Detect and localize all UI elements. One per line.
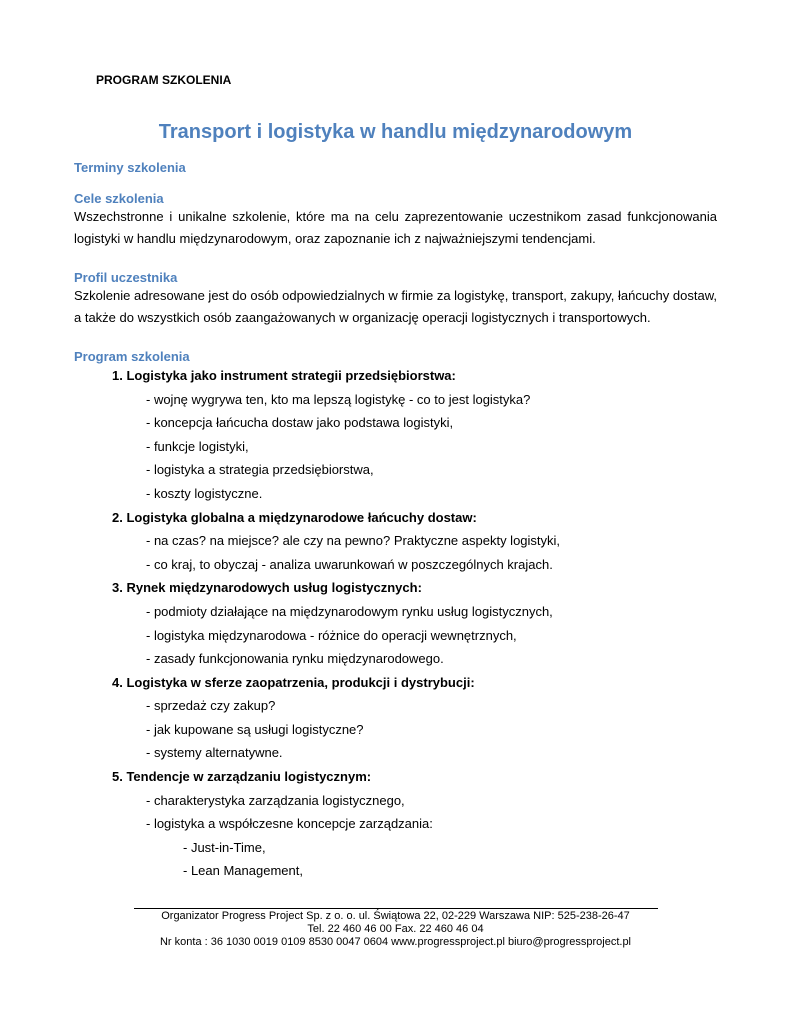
list-item: - na czas? na miejsce? ale czy na pewno? Praktyczne aspekty logistyki, [146, 533, 561, 548]
sub-list-item: - Just-in-Time, [183, 840, 266, 855]
profil-paragraph: Szkolenie adresowane jest do osób odpowiedzialnych w firmie za logistykę, transport, zakupy, łańcuchy dostaw, a także do wszystkich osób zaangażowanych w organizację operacji logistycznych i transportowych. [74, 288, 717, 325]
list-item: - sprzedaż czy zakup? [146, 698, 276, 713]
list-item: - systemy alternatywne. [146, 745, 283, 760]
module-title: 5. Tendencje w zarządzaniu logistycznym: [112, 769, 372, 784]
list-item: - co kraj, to obyczaj - analiza uwarunkowań w poszczególnych krajach. [146, 557, 553, 572]
page-title: Transport i logistyka w handlu międzynarodowym [158, 121, 633, 143]
list-item: - podmioty działające na międzynarodowym rynku usług logistycznych, [146, 604, 553, 619]
sub-list-item: - Lean Management, [183, 863, 303, 878]
list-item: - funkcje logistyki, [146, 439, 249, 454]
module-title: 4. Logistyka w sferze zaopatrzenia, produkcji i dystrybucji: [112, 675, 475, 690]
section-heading-cele: Cele szkolenia [74, 191, 164, 206]
footer-divider [134, 908, 658, 909]
list-item: - logistyka a strategia przedsiębiorstwa, [146, 462, 374, 477]
list-item: - koncepcja łańcucha dostaw jako podstawa logistyki, [146, 415, 454, 430]
document-header: PROGRAM SZKOLENIA [96, 73, 232, 87]
list-item: - wojnę wygrywa ten, kto ma lepszą logistykę - co to jest logistyka? [146, 392, 531, 407]
section-heading-profil: Profil uczestnika [74, 270, 178, 285]
footer-phone-fax: Tel. 22 460 46 00 Fax. 22 460 46 04 [307, 923, 484, 935]
section-heading-program: Program szkolenia [74, 349, 190, 364]
section-heading-terminy: Terminy szkolenia [74, 160, 186, 175]
list-item: - logistyka międzynarodowa - różnice do operacji wewnętrznych, [146, 628, 517, 643]
list-item: - koszty logistyczne. [146, 486, 263, 501]
module-title: 3. Rynek międzynarodowych usług logistycznych: [112, 580, 422, 595]
module-title: 1. Logistyka jako instrument strategii przedsiębiorstwa: [112, 368, 456, 383]
cele-paragraph: Wszechstronne i unikalne szkolenie, które ma na celu zaprezentowanie uczestnikom zasad funkcjonowania logistyki w handlu międzynarodowym, oraz zapoznanie ich z najważniejszymi tendencjami. [74, 209, 717, 246]
footer-organizer: Organizator Progress Project Sp. z o. o. ul. Świątowa 22, 02-229 Warszawa NIP: 525-238-26-47 [161, 910, 630, 922]
list-item: - zasady funkcjonowania rynku międzynarodowego. [146, 651, 444, 666]
module-title: 2. Logistyka globalna a międzynarodowe łańcuchy dostaw: [112, 510, 477, 525]
list-item: - charakterystyka zarządzania logistycznego, [146, 793, 405, 808]
list-item: - jak kupowane są usługi logistyczne? [146, 722, 364, 737]
list-item: - logistyka a współczesne koncepcje zarządzania: [146, 816, 433, 831]
footer-account-contact: Nr konta : 36 1030 0019 0109 8530 0047 0604 www.progressproject.pl biuro@progressproject.pl [159, 936, 632, 948]
